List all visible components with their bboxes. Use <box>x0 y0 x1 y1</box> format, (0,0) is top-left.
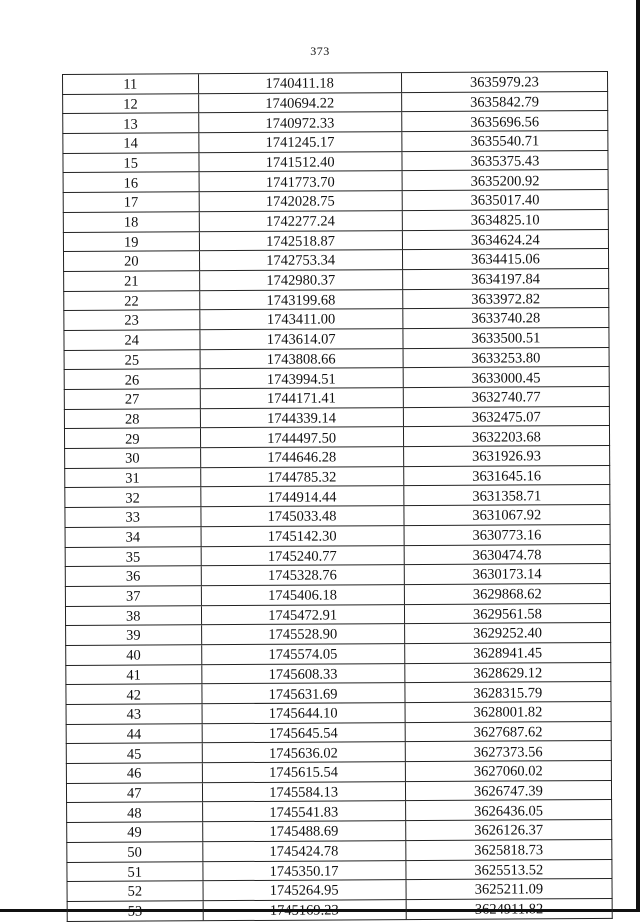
point-number-cell: 13 <box>63 114 199 133</box>
point-number-cell: 40 <box>66 645 202 664</box>
point-number-cell: 15 <box>63 153 199 172</box>
x-coordinate-cell: 1742753.34 <box>199 250 402 270</box>
point-number-cell: 53 <box>68 901 204 920</box>
point-number-cell: 34 <box>66 527 202 546</box>
y-coordinate-cell: 3633972.82 <box>471 291 541 308</box>
y-coordinate-cell: 3630773.16 <box>472 527 542 544</box>
point-number-cell: 14 <box>63 133 199 152</box>
point-number-cell: 45 <box>67 744 203 763</box>
x-coordinate-cell: 1743614.07 <box>200 329 403 349</box>
y-coordinate-cell: 3629252.40 <box>473 625 542 643</box>
x-coordinate-cell: 1741512.40 <box>199 152 402 172</box>
y-coordinate-cell: 3632203.68 <box>471 428 541 446</box>
x-coordinate-cell: 1745264.95 <box>203 880 406 900</box>
y-coordinate-cell: 3634624.24 <box>470 232 540 249</box>
x-coordinate-cell: 1745584.13 <box>202 782 405 802</box>
point-number-cell: 17 <box>64 192 200 211</box>
y-coordinate-cell: 3635540.71 <box>470 133 540 150</box>
x-coordinate-cell: 1745424.78 <box>203 841 406 861</box>
point-number-cell: 28 <box>65 409 201 428</box>
x-coordinate-cell: 1742980.37 <box>200 270 403 290</box>
y-coordinate-cell: 3633000.45 <box>471 369 541 387</box>
y-coordinate-cell: 3635375.43 <box>470 153 540 170</box>
point-number-cell: 12 <box>63 94 199 113</box>
x-coordinate-cell: 1741245.17 <box>199 132 402 152</box>
x-coordinate-cell: 1744646.28 <box>201 447 404 467</box>
y-coordinate-cell: 3634825.10 <box>470 212 540 229</box>
point-number-cell: 32 <box>65 488 201 507</box>
y-coordinate-cell: 3629868.62 <box>472 586 542 603</box>
point-number-cell: 43 <box>67 704 203 723</box>
point-number-cell: 16 <box>64 173 200 192</box>
point-number-cell: 38 <box>66 606 202 625</box>
y-coordinate-cell: 3635696.56 <box>470 113 540 131</box>
y-coordinate-cell: 3634197.84 <box>471 271 541 288</box>
x-coordinate-cell: 1745488.69 <box>203 821 406 841</box>
x-coordinate-cell: 1745541.83 <box>203 802 406 822</box>
y-coordinate-cell: 3625211.09 <box>474 881 544 899</box>
x-coordinate-cell: 1745350.17 <box>203 861 406 881</box>
point-number-cell: 48 <box>67 803 203 822</box>
point-number-cell: 23 <box>64 310 200 329</box>
point-number-cell: 26 <box>65 370 201 389</box>
x-coordinate-cell: 1743994.51 <box>200 368 403 388</box>
x-coordinate-cell: 1745169.23 <box>203 900 406 920</box>
point-number-cell: 36 <box>66 566 202 585</box>
x-coordinate-cell: 1744497.50 <box>200 427 403 447</box>
x-coordinate-cell: 1744914.44 <box>201 487 404 507</box>
x-coordinate-cell: 1745636.02 <box>202 742 405 762</box>
x-coordinate-cell: 1743808.66 <box>200 349 403 369</box>
y-coordinate-cell: 3627373.56 <box>473 743 543 761</box>
x-coordinate-cell: 1743199.68 <box>200 290 403 310</box>
x-coordinate-cell: 1745608.33 <box>202 664 405 684</box>
point-number-cell: 18 <box>64 212 200 231</box>
x-coordinate-cell: 1742518.87 <box>199 231 402 251</box>
y-coordinate-cell: 3632740.77 <box>471 389 541 406</box>
y-coordinate-cell: 3628941.45 <box>473 645 543 662</box>
y-coordinate-cell: 3630474.78 <box>472 547 542 564</box>
x-coordinate-cell: 1745644.10 <box>202 703 405 723</box>
point-number-cell: 50 <box>67 842 203 861</box>
y-coordinate-cell: 3625513.52 <box>474 862 544 879</box>
y-coordinate-cell: 3631645.16 <box>472 468 542 485</box>
x-coordinate-cell: 1745328.76 <box>201 565 404 585</box>
x-coordinate-cell: 1745142.30 <box>201 526 404 546</box>
y-coordinate-cell: 3632475.07 <box>471 409 541 426</box>
point-number-cell: 49 <box>67 822 203 841</box>
point-number-cell: 20 <box>64 251 200 270</box>
point-number-cell: 44 <box>67 724 203 743</box>
x-coordinate-cell: 1740411.18 <box>199 73 402 93</box>
point-number-cell: 47 <box>67 783 203 802</box>
point-number-cell: 27 <box>65 389 201 408</box>
x-coordinate-cell: 1744785.32 <box>201 467 404 487</box>
y-coordinate-cell: 3628001.82 <box>473 704 543 721</box>
x-coordinate-cell: 1745615.54 <box>202 762 405 782</box>
point-number-cell: 52 <box>68 881 204 900</box>
y-coordinate-cell: 3633253.80 <box>471 350 541 367</box>
point-number-cell: 11 <box>63 74 199 93</box>
point-number-cell: 33 <box>65 507 201 526</box>
y-coordinate-cell: 3626436.05 <box>474 802 543 820</box>
x-coordinate-cell: 1745574.05 <box>202 644 405 664</box>
point-number-cell: 22 <box>64 291 200 310</box>
page-number: 373 <box>310 44 330 58</box>
x-coordinate-cell: 1745528.90 <box>202 624 405 644</box>
x-coordinate-cell: 1740972.33 <box>199 112 402 132</box>
y-coordinate-cell: 3626747.39 <box>473 783 543 800</box>
x-coordinate-cell: 1743411.00 <box>200 309 403 329</box>
y-coordinate-cell: 3633740.28 <box>471 310 541 328</box>
point-number-cell: 21 <box>64 271 200 290</box>
y-coordinate-cell: 3634415.06 <box>470 251 540 269</box>
x-coordinate-cell: 1745406.18 <box>201 585 404 605</box>
x-coordinate-cell: 1745645.54 <box>202 723 405 743</box>
point-number-cell: 46 <box>67 763 203 782</box>
point-number-cell: 25 <box>65 350 201 369</box>
x-coordinate-cell: 1744339.14 <box>200 408 403 428</box>
point-number-cell: 37 <box>66 586 202 605</box>
x-coordinate-cell: 1740694.22 <box>199 93 402 113</box>
x-coordinate-cell: 1742028.75 <box>199 191 402 211</box>
coordinate-table <box>62 71 613 922</box>
y-coordinate-cell: 3635200.92 <box>470 172 540 190</box>
x-coordinate-cell: 1745033.48 <box>201 506 404 526</box>
point-number-cell: 31 <box>65 468 201 487</box>
point-number-cell: 24 <box>64 330 200 349</box>
x-coordinate-cell: 1745240.77 <box>201 546 404 566</box>
y-coordinate-cell: 3633500.51 <box>471 330 541 347</box>
y-coordinate-cell: 3635979.23 <box>469 74 539 91</box>
y-coordinate-cell: 3635842.79 <box>470 94 540 111</box>
table-row <box>67 899 613 922</box>
y-coordinate-cell: 3627060.02 <box>473 763 543 780</box>
point-number-cell: 30 <box>65 448 201 467</box>
x-coordinate-cell: 1745631.69 <box>202 683 405 703</box>
point-number-cell: 51 <box>67 862 203 881</box>
y-coordinate-cell: 3624911.82 <box>474 901 544 918</box>
page-edge-right <box>636 0 640 912</box>
x-coordinate-cell: 1741773.70 <box>199 172 402 192</box>
point-number-cell: 29 <box>65 429 201 448</box>
y-coordinate-cell: 3631067.92 <box>472 507 542 525</box>
x-coordinate-cell: 1744171.41 <box>200 388 403 408</box>
point-number-cell: 19 <box>64 232 200 251</box>
y-coordinate-cell: 3630173.14 <box>472 566 542 584</box>
y-coordinate-cell: 3635017.40 <box>470 192 540 210</box>
y-coordinate-cell: 3625818.73 <box>474 842 544 859</box>
point-number-cell: 35 <box>66 547 202 566</box>
y-coordinate-cell: 3626126.37 <box>474 822 544 840</box>
y-coordinate-cell: 3631926.93 <box>472 448 542 465</box>
x-coordinate-cell: 1745472.91 <box>201 605 404 625</box>
point-number-cell: 42 <box>66 685 202 704</box>
x-coordinate-cell: 1742277.24 <box>199 211 402 231</box>
y-coordinate-cell: 3631358.71 <box>472 487 542 505</box>
y-coordinate-cell: 3629561.58 <box>472 606 542 623</box>
point-number-cell: 39 <box>66 625 202 644</box>
y-coordinate-cell: 3628629.12 <box>473 665 543 682</box>
point-number-cell: 41 <box>66 665 202 684</box>
y-coordinate-cell: 3627687.62 <box>473 724 543 741</box>
y-coordinate-cell: 3628315.79 <box>473 684 543 702</box>
